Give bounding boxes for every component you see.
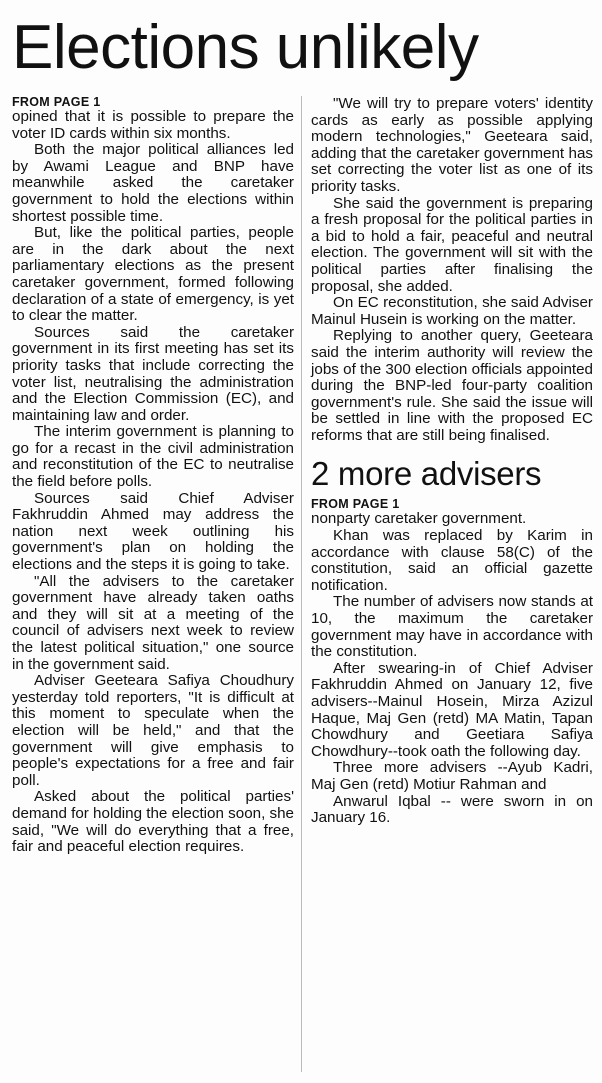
article-paragraph: She said the government is preparing a fresh proposal for the political parties in a bid to hold a fair, peaceful and neutral election. The government will sit with the political parties after finalising the proposal, she added. <box>311 194 593 295</box>
article-paragraph: Sources said the caretaker government in its first meeting has set its priority tasks that include correcting the voter list, neutralising the administration and the Election Commission (EC), and maintaining law and order. <box>12 323 294 424</box>
article-paragraph: Both the major political alliances led by Awami League and BNP have meanwhile asked the caretaker government to hold the elections within shortest possible time. <box>12 141 294 225</box>
article-paragraph: Sources said Chief Adviser Fakhruddin Ahmed may address the nation next week outlining his government's plan on holding the elections and the steps it is going to take. <box>12 489 294 574</box>
article-paragraph: Khan was replaced by Karim in accordance with clause 58(C) of the constitution, said an official gazette notification. <box>311 527 593 594</box>
article-paragraph: The number of advisers now stands at 10, the maximum the caretaker government may have in accordance with the constitution. <box>311 593 593 661</box>
article-paragraph: But, like the political parties, people are in the dark about the next parliamentary elections as the present caretaker government, formed following declaration of a state of emergency, is yet to clear the matter. <box>12 224 294 325</box>
article-paragraph: On EC reconstitution, she said Adviser Mainul Husein is working on the matter. <box>311 294 593 328</box>
article-paragraph: Three more advisers --Ayub Kadri, Maj Gen (retd) Motiur Rahman and <box>311 759 593 793</box>
article-paragraph: Replying to another query, Geeteara said the interim authority will review the jobs of the 300 election officials appointed during the BNP-led four-party coalition government's rule. She said the issue will be settled in line with the proposed EC reforms that are still being finalised. <box>311 327 593 444</box>
article-paragraph: After swearing-in of Chief Adviser Fakhruddin Ahmed on January 12, five advisers--Mainul Hosein, Mirza Azizul Haque, Maj Gen (retd) MA Matin, Tapan Chowdhury and Geetiara Safiya Chowdhury--took oath the following day. <box>311 659 593 760</box>
left-column <box>12 96 294 856</box>
article-headline: Elections unlikely <box>12 13 479 82</box>
article-paragraph: Asked about the political parties' demand for holding the election soon, she said, "We will do everything that a free, fair and peaceful election requires. <box>12 788 295 856</box>
jump-label: FROM PAGE 1 <box>311 497 400 512</box>
article-paragraph: The interim government is planning to go for a recast in the civil administration and reconstitution of the EC to neutralise the field before polls. <box>12 423 294 491</box>
column-divider <box>301 96 302 1072</box>
second-article-headline: 2 more advisers <box>311 455 542 493</box>
article-paragraph: opined that it is possible to prepare the voter ID cards within six months. <box>12 108 294 142</box>
article-paragraph: Anwarul Iqbal -- were sworn in on January 16. <box>311 792 593 827</box>
right-column <box>311 96 593 827</box>
article-paragraph: nonparty caretaker government. <box>311 510 527 528</box>
article-paragraph: "All the advisers to the caretaker government have already taken oaths and they will sit at a meeting of the council of advisers next week to review the latest political situation," one source in the government said. <box>12 572 294 673</box>
article-paragraph: Adviser Geeteara Safiya Choudhury yesterday told reporters, "It is difficult at this moment to speculate when the election will be held," and that the government will give emphasis to people's expectations for a free and fair poll. <box>12 672 294 789</box>
jump-label: FROM PAGE 1 <box>12 95 101 109</box>
article-paragraph: "We will try to prepare voters' identity cards as early as possible applying modern technologies," Geeteara said, adding that the caretaker government has set correcting the voter list as one of its priority tasks. <box>311 95 593 195</box>
